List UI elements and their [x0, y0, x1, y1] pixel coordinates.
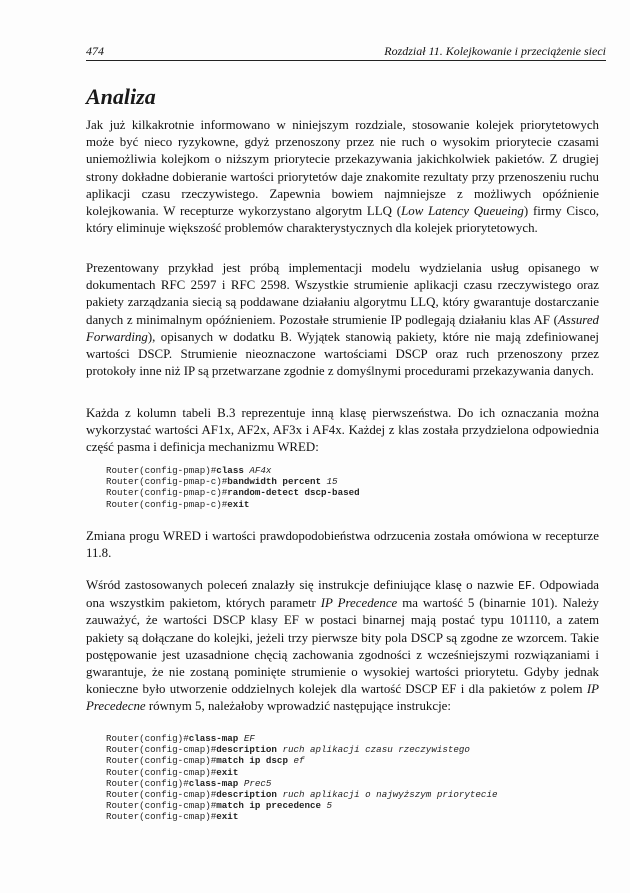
code-line	[106, 755, 606, 766]
page-number: 474	[86, 44, 104, 58]
code-line	[106, 487, 606, 498]
code-command: bandwidth percent	[227, 476, 322, 488]
inline-code: EF	[518, 580, 532, 593]
code-prompt: Router(config-cmap)#	[106, 811, 217, 823]
code-line	[106, 767, 606, 778]
code-line	[106, 499, 606, 510]
code-command: exit	[216, 811, 239, 823]
code-prompt: Router(config-pmap-c)#	[106, 476, 228, 488]
code-command: random-detect dscp-based	[227, 487, 360, 499]
code-command: description	[216, 744, 277, 756]
code-argument: ruch aplikacji o najwyższym priorytecie	[276, 788, 498, 800]
code-argument: EF	[238, 733, 255, 744]
code-argument: ef	[287, 755, 305, 767]
paragraph-2-text-a: Prezentowany przykład jest próbą implementacji modelu wydzielania usług opisanego w dokumentach RFC 2597 i RFC 2598. Wszystkie strumienie aplikacji czasu rzeczywistego oraz pakiety zarządzania siecią są poddawane działaniu algorytmu LLQ, który gwarantuje dostarczanie danych z minimalnym opóźnieniem. Pozostałe strumienie IP podlegają działaniu klas AF (	[86, 261, 599, 327]
code-argument: ruch aplikacji czasu rzeczywistego	[276, 744, 470, 756]
code-line	[106, 789, 606, 800]
paragraph-2-emphasis: Assured Forwarding	[86, 312, 599, 344]
code-prompt: Router(config)#	[106, 733, 189, 744]
paragraph-1-text-b: ) firmy Cisco, który eliminuje większość problemów charakterystycznych dla kolejek priorytetowych.	[86, 204, 599, 236]
code-line	[106, 476, 606, 487]
code-argument: AF4x	[243, 465, 272, 476]
code-prompt: Router(config-pmap)#	[106, 465, 217, 476]
code-line	[106, 800, 606, 811]
code-prompt: Router(config-pmap-c)#	[106, 487, 228, 499]
code-line	[106, 778, 606, 789]
paragraph-5	[86, 577, 599, 716]
code-command: class-map	[188, 777, 239, 789]
code-prompt: Router(config-cmap)#	[106, 788, 217, 800]
code-prompt: Router(config)#	[106, 777, 189, 789]
code-prompt: Router(config-cmap)#	[106, 744, 217, 756]
code-argument: 15	[321, 476, 338, 488]
paragraph-1	[86, 117, 599, 237]
paragraph-5-text-d: równym 5, należałoby wprowadzić następujące instrukcje:	[145, 699, 451, 714]
paragraph-5-emphasis-1: IP Precedence	[320, 596, 398, 611]
paragraph-5-text-c: ma wartość 5 (binarnie 101). Należy zauważyć, że wartości DSCP klasy EF w postaci binarnej mają postać typu 101110, a zatem pakiety są dołączane do kolejki, jeżeli trzy pierwsze bity pola DSCP są zgodne ze wzorcem. Takie postępowanie jest uzasadnione chęcią zachowania zgodności z wcześniejszymi rozwiązaniami i gwarantuje, że nie zostaną pominięte strumienie o wysokiej wartości priorytetu. Gdyby jednak konieczne było utworzenie oddzielnych kolejek dla wartość DSCP EF i dla pakietów z polem	[86, 596, 599, 697]
paragraph-4: Zmiana progu WRED i wartości prawdopodobieństwa odrzucenia została omówiona w recepturze 11.8.	[86, 529, 599, 561]
running-header	[86, 44, 606, 61]
code-line	[106, 733, 606, 744]
code-block-2	[106, 733, 606, 823]
chapter-title: Rozdział 11. Kolejkowanie i przeciążenie sieci	[384, 44, 606, 58]
code-prompt: Router(config-pmap-c)#	[106, 498, 228, 510]
paragraph-5-text-a: Wśród zastosowanych poleceń znalazły się instrukcje definiujące klasę o nazwie	[86, 578, 519, 592]
code-command: class	[216, 465, 244, 476]
code-line	[106, 465, 606, 476]
code-line	[106, 744, 606, 755]
code-argument: 5	[321, 800, 333, 812]
code-command: exit	[216, 766, 239, 778]
code-line	[106, 811, 606, 822]
paragraph-5-emphasis-2: IP Precedecne	[86, 682, 599, 714]
code-command: match ip dscp	[216, 755, 288, 767]
code-prompt: Router(config-cmap)#	[106, 766, 217, 778]
paragraph-1-emphasis: Low Latency Queueing	[401, 204, 524, 219]
code-command: class-map	[188, 733, 239, 744]
code-command: description	[216, 788, 277, 800]
paragraph-5-text-b: . Odpowiada ona wszystkim pakietom, których parametr	[86, 578, 600, 611]
code-command: match ip precedence	[216, 800, 322, 812]
section-title: Analiza	[86, 84, 156, 109]
code-argument: Prec5	[238, 777, 272, 789]
code-command: exit	[227, 498, 250, 510]
paragraph-2	[86, 260, 599, 380]
code-prompt: Router(config-cmap)#	[106, 755, 217, 767]
code-block-1	[106, 465, 606, 510]
code-prompt: Router(config-cmap)#	[106, 800, 217, 812]
paragraph-1-text-a: Jak już kilkakrotnie informowano w niniejszym rozdziale, stosowanie kolejek priorytetowych może być nieco ryzykowne, gdyż przenoszony przez nie ruch o wysokim priorytecie czasami uniemożliwia kolejkom o niższym priorytecie przekazywania jakichkolwiek pakietów. Z drugiej strony dokładne dobieranie wartości priorytetów daje znakomite rezultaty przy przenoszeniu ruchu aplikacji czasu rzeczywistego. Zapewnia bowiem najmniejsze z możliwych opóźnienie kolejkowania. W recepturze wykorzystano algorytm LLQ (	[86, 118, 599, 219]
paragraph-2-text-b: ), opisanych w dodatku B. Wyjątek stanowią pakiety, które nie mają zdefiniowanej wartości DSCP. Strumienie nieoznaczone wartościami DSCP oraz ruch przenoszony przez protokoły inne niż IP są przetwarzane zgodnie z domyślnymi procedurami przekazywania danych.	[86, 329, 599, 379]
paragraph-3: Każda z kolumn tabeli B.3 reprezentuje inną klasę pierwszeństwa. Do ich oznaczania można wykorzystać wartości AF1x, AF2x, AF3x i AF4x. Każdej z klas została przydzielona odpowiednia część pasma i definicja mechanizmu WRED:	[86, 406, 599, 455]
